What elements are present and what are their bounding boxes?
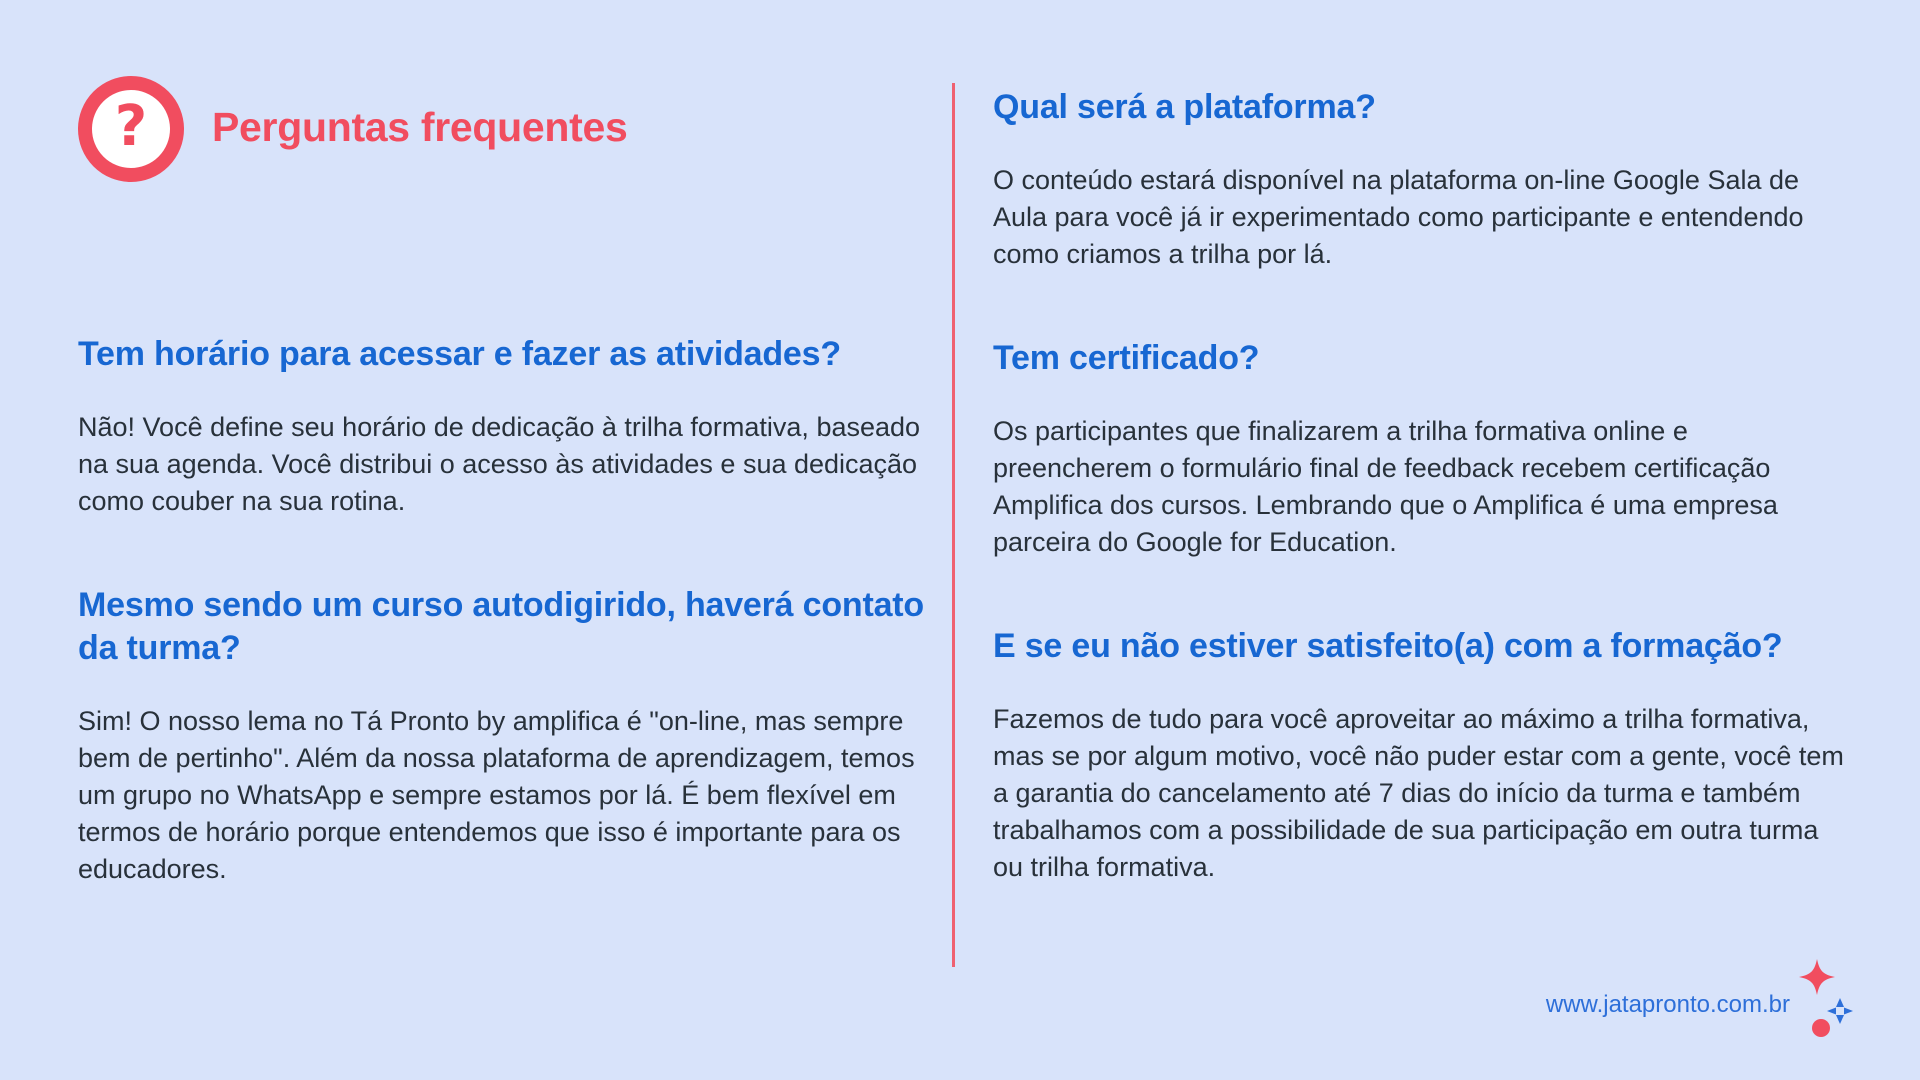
faq-question: Qual será a plataforma? xyxy=(993,88,1376,126)
faq-question: E se eu não estiver satisfeito(a) com a formação? xyxy=(993,627,1783,665)
page-title: Perguntas frequentes xyxy=(212,104,628,150)
faq-answer: Fazemos de tudo para você aproveitar ao máximo a trilha formativa, mas se por algum motivo, você não puder estar com a gente, você tem a garantia do cancelamento até 7 dias do início da turma e também trabalhamos com a possibilidade de sua participação em outra turma ou trilha formativa. xyxy=(993,704,1844,882)
faq-question: Mesmo sendo um curso autodigirido, haverá contato da turma? xyxy=(78,586,924,667)
faq-item xyxy=(993,86,1849,273)
website-link[interactable]: www.jatapronto.com.br xyxy=(1545,991,1790,1018)
faq-item xyxy=(993,337,1849,561)
faq-answer: O conteúdo estará disponível na plataforma on-line Google Sala de Aula para você já ir experimentado como participante e entendendo como criamos a trilha por lá. xyxy=(993,165,1804,269)
faq-item xyxy=(78,333,930,520)
faq-item xyxy=(78,584,930,888)
faq-column-left xyxy=(78,333,930,888)
question-mark-glyph: ? xyxy=(114,94,148,159)
faq-question: Tem certificado? xyxy=(993,339,1260,377)
faq-question: Tem horário para acessar e fazer as atividades? xyxy=(78,335,841,373)
faq-column-right xyxy=(993,86,1849,886)
faq-answer: Sim! O nosso lema no Tá Pronto by amplifica é "on-line, mas sempre bem de pertinho". Além da nossa plataforma de aprendizagem, temos um grupo no WhatsApp e sempre estamos por lá. É bem flexível em termos de horário porque entendemos que isso é importante para os educadores. xyxy=(78,706,915,884)
faq-answer: Não! Você define seu horário de dedicação à trilha formativa, baseado na sua agenda. Você distribui o acesso às atividades e sua dedicação como couber na sua rotina. xyxy=(78,412,921,516)
faq-item xyxy=(993,625,1849,886)
faq-answer: Os participantes que finalizarem a trilha formativa online e preencherem o formulário final de feedback recebem certificação Amplifica dos cursos. Lembrando que o Amplifica é uma empresa parceira do Google for Education. xyxy=(993,416,1778,557)
column-divider xyxy=(952,83,955,967)
sparkle-decoration-icon xyxy=(1790,955,1868,1047)
question-mark-icon xyxy=(78,76,184,182)
